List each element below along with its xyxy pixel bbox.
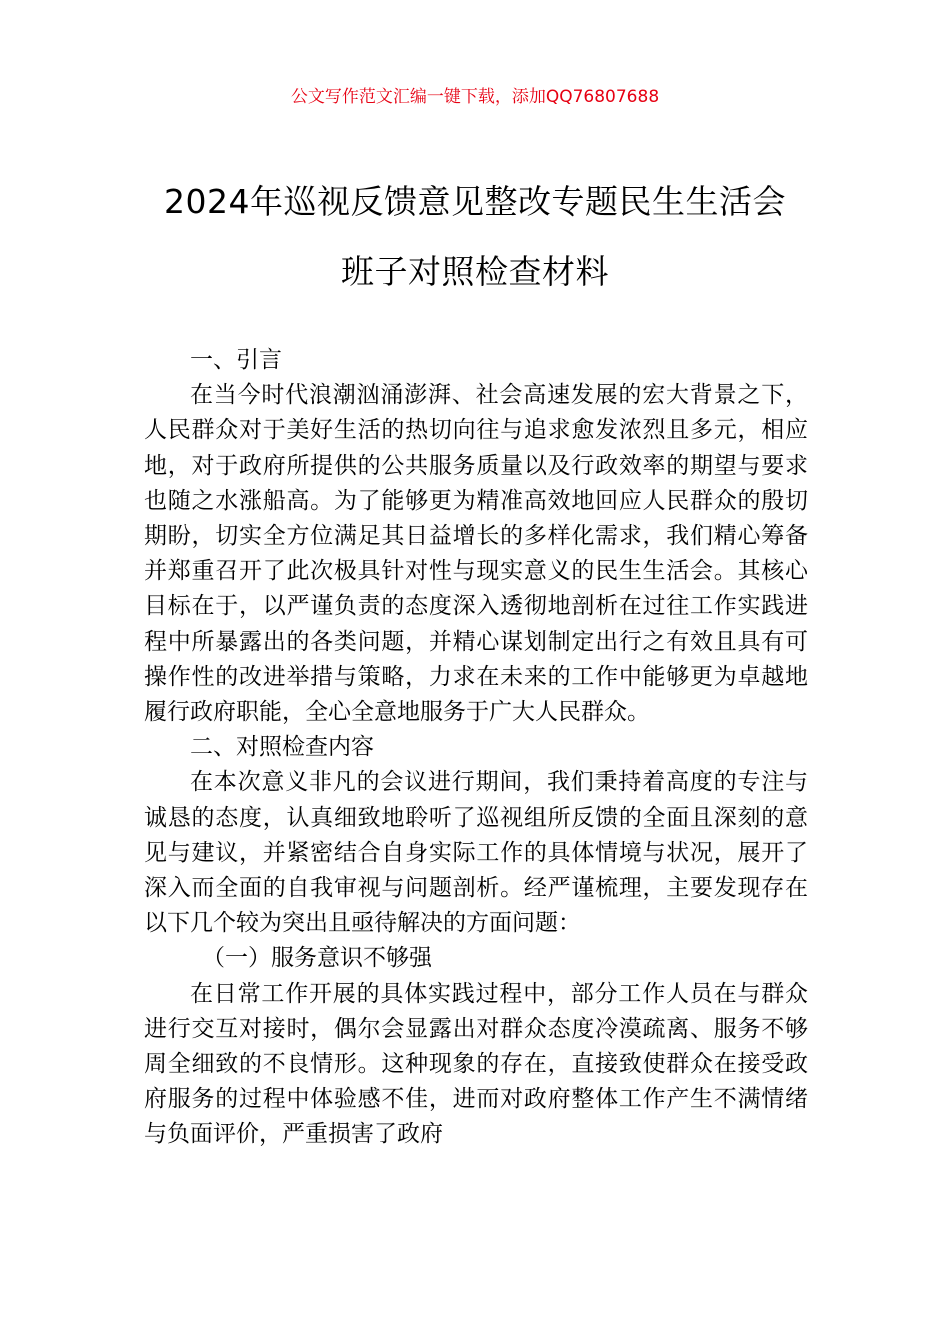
section-heading-intro: 一、引言 [190,347,282,373]
paragraph-service: 在日常工作开展的具体实践过程中，部分工作人员在与群众进行交互对接时，偶尔会显露出对群众态度冷漠疏离、服务不够周全细致的不良情形。这种现象的存在，直接致使群众在接受政府服务的过程中体验感不佳，进而对政府整体工作产生不满情绪与负面评价，严重损害了政府 [144,980,808,1148]
subsection-heading-service: （一）服务意识不够强 [202,945,432,972]
paragraph-review: 在本次意义非凡的会议进行期间，我们秉持着高度的专注与诚恳的态度，认真细致地聆听了巡视组所反馈的全面且深刻的意见与建议，并紧密结合自身实际工作的具体情境与状况，展开了深入而全面的自我审视与问题剖析。经严谨梳理，主要发现存在以下几个较为突出且亟待解决的方面问题： [144,769,808,937]
download-banner: 公文写作范文汇编一键下载，添加QQ76807688 [290,87,660,107]
paragraph-intro: 在当今时代浪潮汹涌澎湃、社会高速发展的宏大背景之下，人民群众对于美好生活的热切向往与追求愈发浓烈且多元，相应地，对于政府所提供的公共服务质量以及行政效率的期望与要求也随之水涨船高。为了能够更为精准高效地回应人民群众的殷切期盼，切实全方位满足其日益增长的多样化需求，我们精心筹备并郑重召开了此次极具针对性与现实意义的民生生活会。其核心目标在于，以严谨负责的态度深入透彻地剖析在过往工作实践进程中所暴露出的各类问题，并精心谋划制定出行之有效且具有可操作性的改进举措与策略，力求在未来的工作中能够更为卓越地履行政府职能，全心全意地服务于广大人民群众。 [144,382,808,726]
document-title-line1: 2024年巡视反馈意见整改专题民生生活会 [164,182,786,221]
section-heading-review: 二、对照检查内容 [190,734,374,761]
document-title-line2: 班子对照检查材料 [341,252,609,291]
document-body [144,343,808,1153]
